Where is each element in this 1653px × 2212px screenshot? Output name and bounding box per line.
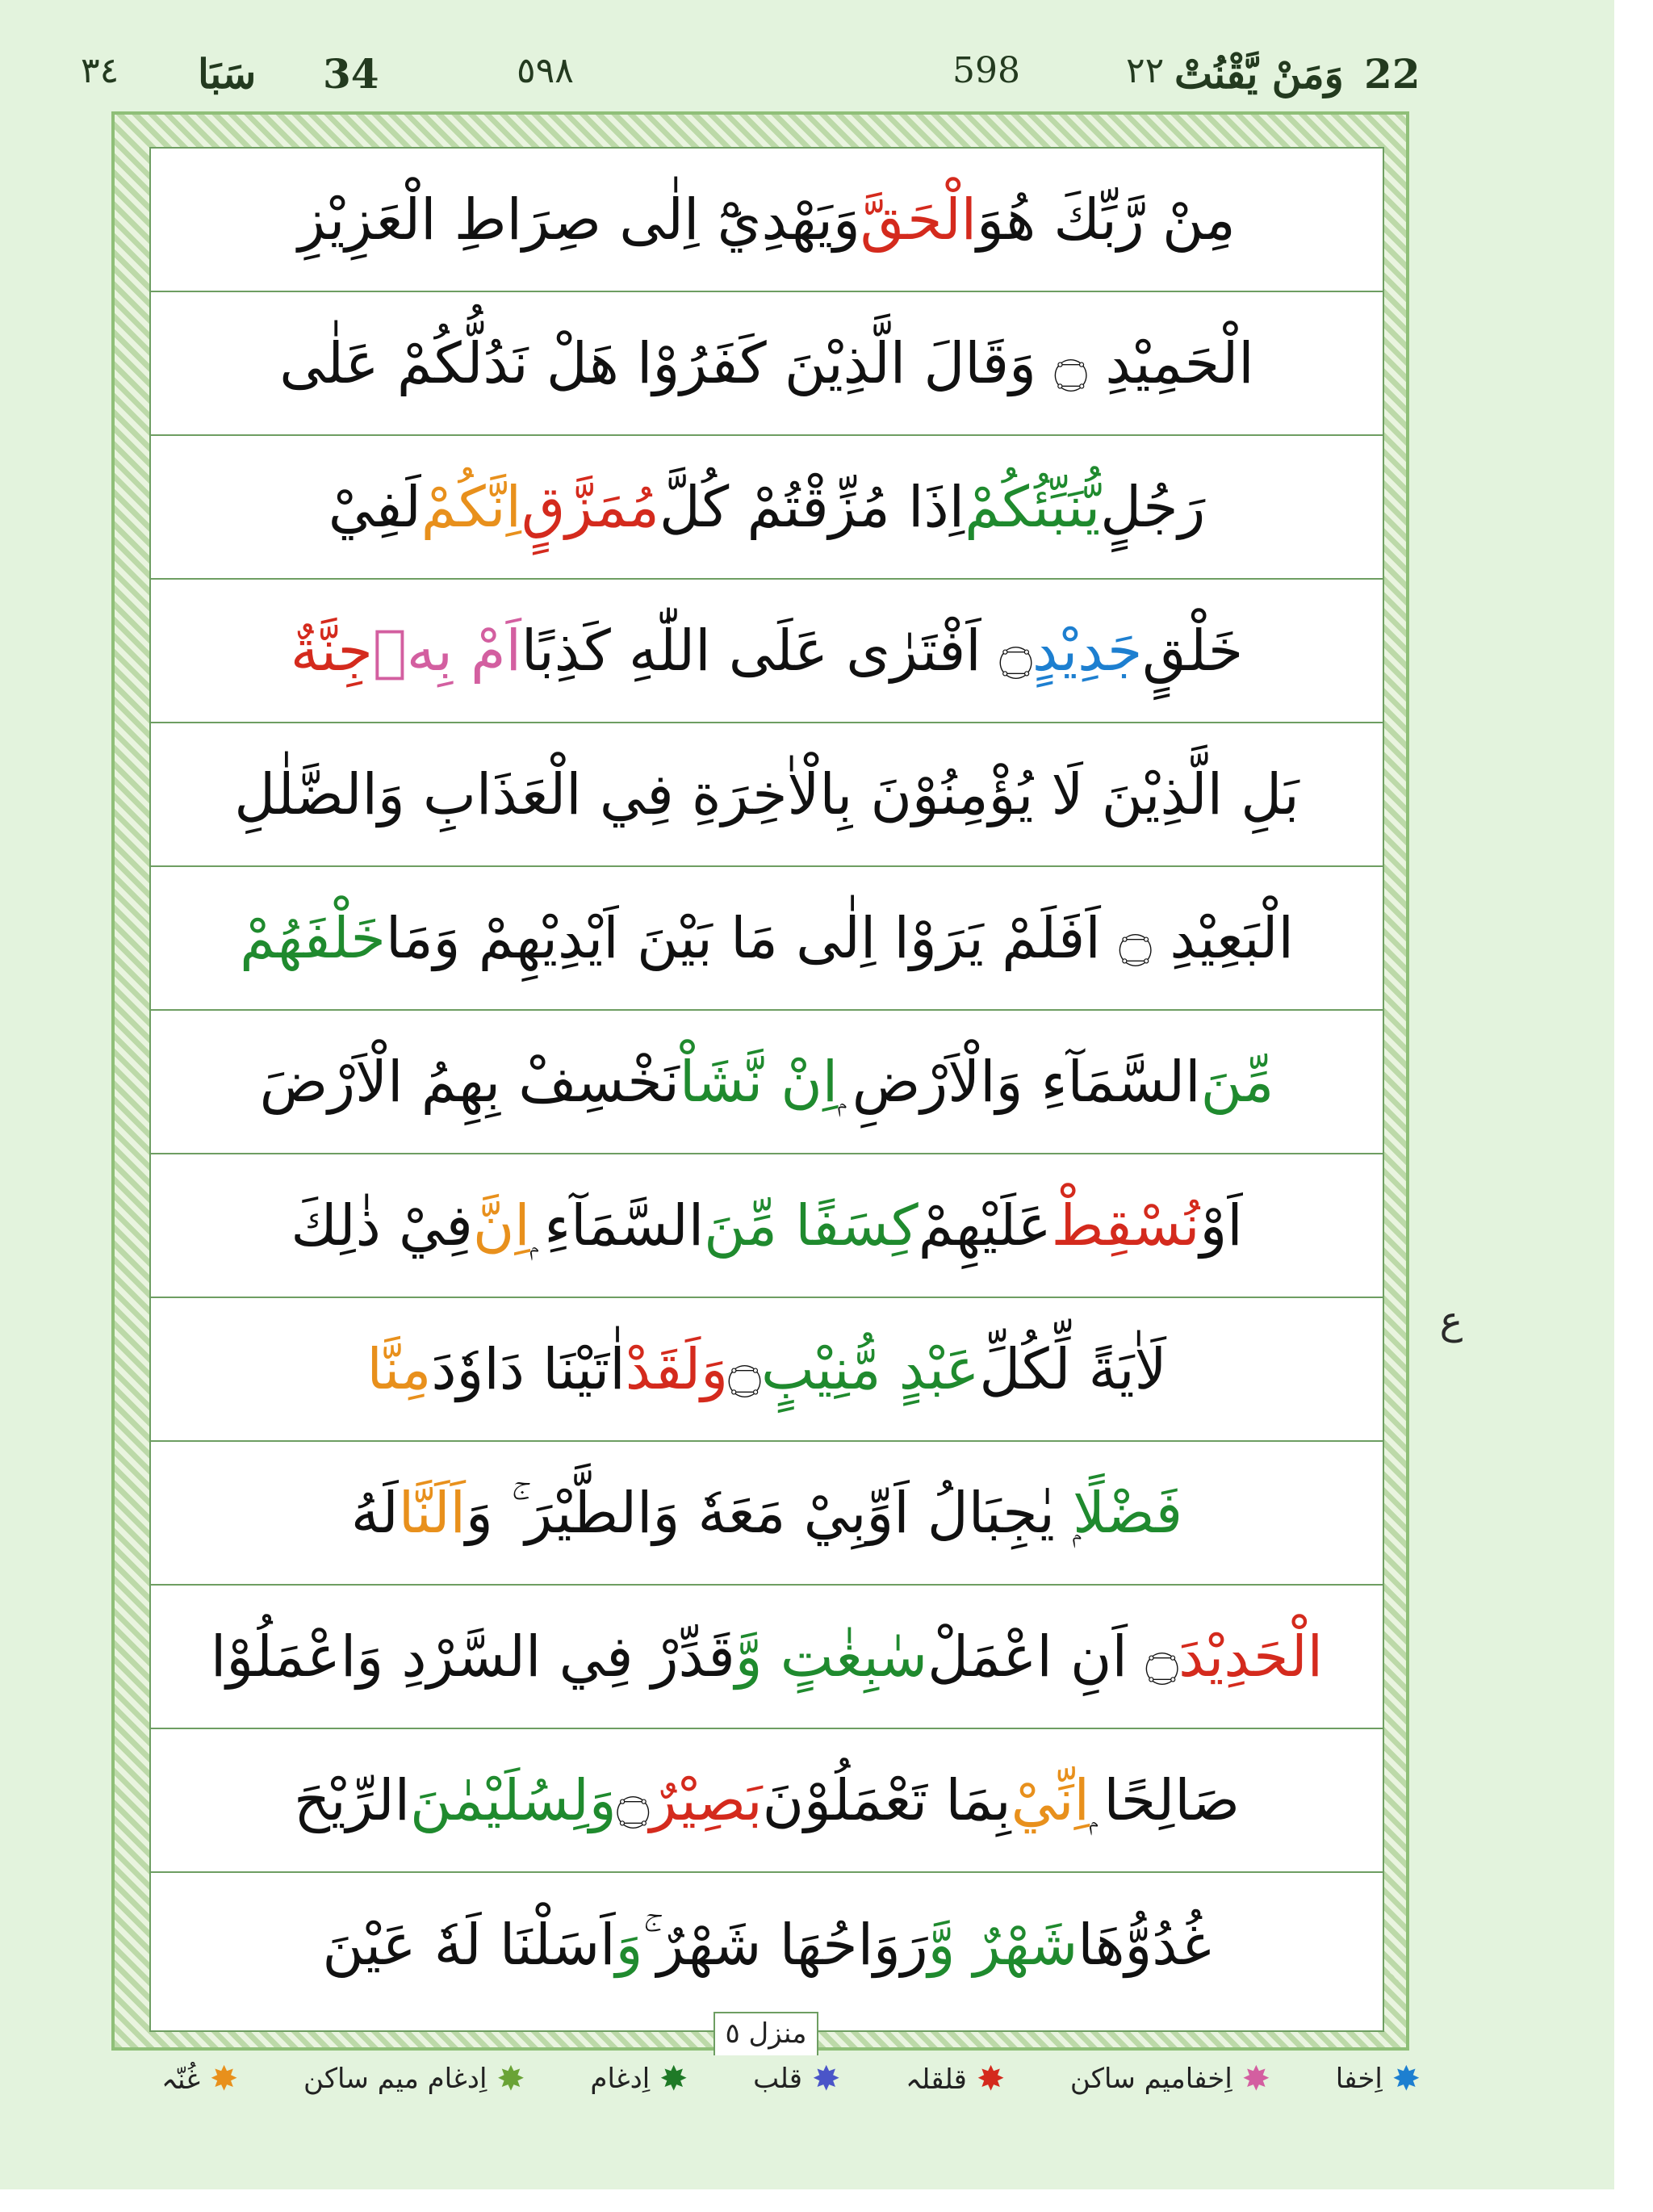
verse-segment: نُسْقِطْ <box>1051 1192 1200 1259</box>
verse-segment: كِسَفًا مِّنَ <box>704 1192 919 1259</box>
verse-line <box>151 867 1383 1011</box>
verse-segment: نَخْسِفْ بِهِمُ الْاَرْضَ <box>259 1049 680 1115</box>
verse-segment: اِنَّكُمْ <box>421 474 521 540</box>
verse-line <box>151 436 1383 580</box>
legend-item <box>161 2059 239 2098</box>
verse-segment: عَلَيْهِمْ <box>918 1192 1052 1259</box>
verse-line <box>151 1873 1383 2017</box>
verse-segment: بَلِ الَّذِيْنَ لَا يُؤْمِنُوْنَ بِالْاٰخِرَةِ فِي الْعَذَابِ وَالضَّلٰلِ <box>234 761 1299 827</box>
verse-segment: لَهُ <box>350 1480 399 1546</box>
verse-segment: فَضْلًا <box>1073 1480 1183 1546</box>
verse-segment: الْحَدِيْدَ <box>1178 1623 1324 1690</box>
page-number-latin: 598 <box>952 50 1020 91</box>
verse-segment: وَلَقَدْ <box>625 1336 729 1402</box>
juz-name: وَمَنْ يَّقْنُتْ <box>1174 50 1344 98</box>
verse-line <box>151 1586 1383 1729</box>
legend-item <box>1069 2059 1270 2098</box>
star-icon: ✸ <box>496 2059 525 2098</box>
star-icon: ✸ <box>812 2059 841 2098</box>
verse-segment: السَّمَآءِ وَالْاَرْضِ ۭ <box>838 1048 1201 1115</box>
legend-label: قلب <box>753 2063 803 2095</box>
verse-segment: بَصِيْرٌ <box>649 1767 763 1833</box>
page-header <box>0 42 1614 115</box>
surah-name: سَبَا <box>198 50 257 98</box>
legend-item <box>303 2059 525 2098</box>
verse-segment: لَفِيْ <box>328 474 421 540</box>
verse-line <box>151 1729 1383 1873</box>
page-number-arabic: ٥٩٨ <box>517 50 574 91</box>
legend-item <box>906 2059 1006 2098</box>
legend-label: اِخفامیم ساکن <box>1069 2063 1232 2095</box>
ruku-marker: ع <box>1439 1298 1463 1343</box>
verse-segment: ۝ اَنِ اعْمَلْ <box>927 1623 1179 1690</box>
quran-text-area <box>149 147 1384 2032</box>
surah-number-arabic: ٣٤ <box>81 50 119 91</box>
juz-number-latin: 22 <box>1364 50 1421 98</box>
legend-item <box>1335 2059 1421 2098</box>
legend-label: اِدغام میم ساکن <box>303 2063 488 2095</box>
verse-segment: الْحَقَّ <box>860 186 977 253</box>
verse-segment: اٰتَيْنَا دَاوٗدَ <box>431 1336 626 1402</box>
verse-segment: رَوَاحُهَا شَهْرٌ ۚ <box>642 1911 928 1978</box>
verse-segment: خَلْفَهُمْ <box>240 905 386 971</box>
legend-item <box>753 2059 841 2098</box>
verse-segment: جَدِيْدٍ <box>1032 618 1143 684</box>
surah-number-latin: 34 <box>323 50 379 98</box>
legend-label: قلقلہ <box>906 2063 967 2096</box>
verse-segment: الْحَمِيْدِ ۝ وَقَالَ الَّذِيْنَ كَفَرُوْا هَلْ نَدُلُّكُمْ عَلٰى <box>279 330 1254 396</box>
verse-segment: عَبْدٍ مُّنِيْبٍ <box>761 1336 980 1402</box>
star-icon: ✸ <box>210 2059 239 2098</box>
manzil-label: منزل ٥ <box>714 2012 818 2055</box>
verse-segment: اَسَلْنَا لَهٗ عَيْنَ <box>322 1912 616 1978</box>
verse-segment: ۝ <box>616 1767 650 1833</box>
verse-segment: مِنْ رَّبِّكَ هُوَ <box>977 186 1236 253</box>
verse-segment: الْبَعِيْدِ ۝ اَفَلَمْ يَرَوْا اِلٰى مَا بَيْنَ اَيْدِيْهِمْ وَمَا <box>385 905 1294 971</box>
verse-segment: اِنِّيْ <box>1011 1767 1090 1833</box>
star-icon: ✸ <box>659 2059 688 2098</box>
verse-segment: اَلَنَّا <box>398 1480 466 1546</box>
verse-segment: اَوْ <box>1199 1192 1243 1259</box>
verse-segment: وَيَهْدِيْٓ اِلٰى صِرَاطِ الْعَزِيْزِ <box>298 186 860 253</box>
verse-segment: ۝ اَفْتَرٰى عَلَى اللّٰهِ كَذِبًا <box>521 618 1033 684</box>
legend-label: غُنّہ <box>161 2063 200 2096</box>
verse-segment: رَجُلٍ <box>1100 474 1206 540</box>
verse-line <box>151 292 1383 436</box>
verse-segment: وَلِسُلَيْمٰنَ <box>410 1767 617 1833</box>
verse-segment: ۭ يٰجِبَالُ اَوِّبِيْ مَعَهٗ وَالطَّيْرَ ۚ وَ <box>466 1479 1073 1546</box>
verse-line <box>151 1011 1383 1154</box>
juz-number-arabic: ٢٢ <box>1126 50 1165 91</box>
legend-label: اِدغام <box>590 2063 651 2095</box>
verse-segment: مِّنَ <box>1200 1049 1274 1115</box>
verse-line <box>151 580 1383 723</box>
verse-segment: يُّنَبِّئُكُمْ <box>965 474 1101 540</box>
verse-segment: خَلْقٍ <box>1142 618 1244 684</box>
verse-segment: اِنْ نَّشَاْ <box>679 1049 839 1115</box>
verse-segment: بِمَا تَعْمَلُوْنَ <box>762 1767 1011 1833</box>
verse-segment: وَ <box>615 1912 643 1978</box>
star-icon: ✸ <box>1391 2059 1421 2098</box>
tajweed-legend <box>161 2055 1421 2103</box>
star-icon: ✸ <box>976 2059 1006 2098</box>
verse-segment: جِنَّةٌ <box>290 618 373 684</box>
verse-line <box>151 1442 1383 1586</box>
legend-label: اِخفا <box>1335 2063 1383 2095</box>
verse-segment: شَهْرٌ وَّ <box>927 1912 1078 1978</box>
verse-segment: اِنَّ <box>472 1192 530 1259</box>
verse-segment: لَاٰيَةً لِّكُلِّ <box>979 1336 1167 1402</box>
verse-segment: فِيْ ذٰلِكَ <box>291 1192 473 1259</box>
verse-segment: سٰبِغٰتٍ وَّ <box>734 1623 928 1690</box>
verse-segment: مِنَّا <box>366 1336 432 1402</box>
verse-segment: قَدِّرْ فِي السَّرْدِ وَاعْمَلُوْا <box>210 1623 735 1690</box>
verse-segment: السَّمَآءِ ۭ <box>529 1192 705 1259</box>
verse-line <box>151 1298 1383 1442</box>
verse-segment: الرِّيْحَ <box>293 1767 411 1833</box>
verse-segment: صَالِحًا ۭ <box>1089 1766 1241 1833</box>
verse-segment: غُدُوُّهَا <box>1078 1912 1212 1978</box>
star-icon: ✸ <box>1241 2059 1270 2098</box>
verse-line <box>151 1154 1383 1298</box>
verse-segment: مُمَزَّقٍ <box>521 474 659 540</box>
legend-item <box>590 2059 688 2098</box>
verse-line <box>151 149 1383 292</box>
verse-segment: اَمْ بِهٖ <box>372 618 521 684</box>
verse-segment: ۝ <box>728 1336 762 1402</box>
verse-line <box>151 723 1383 867</box>
verse-segment: اِذَا مُزِّقْتُمْ كُلَّ <box>659 474 965 540</box>
